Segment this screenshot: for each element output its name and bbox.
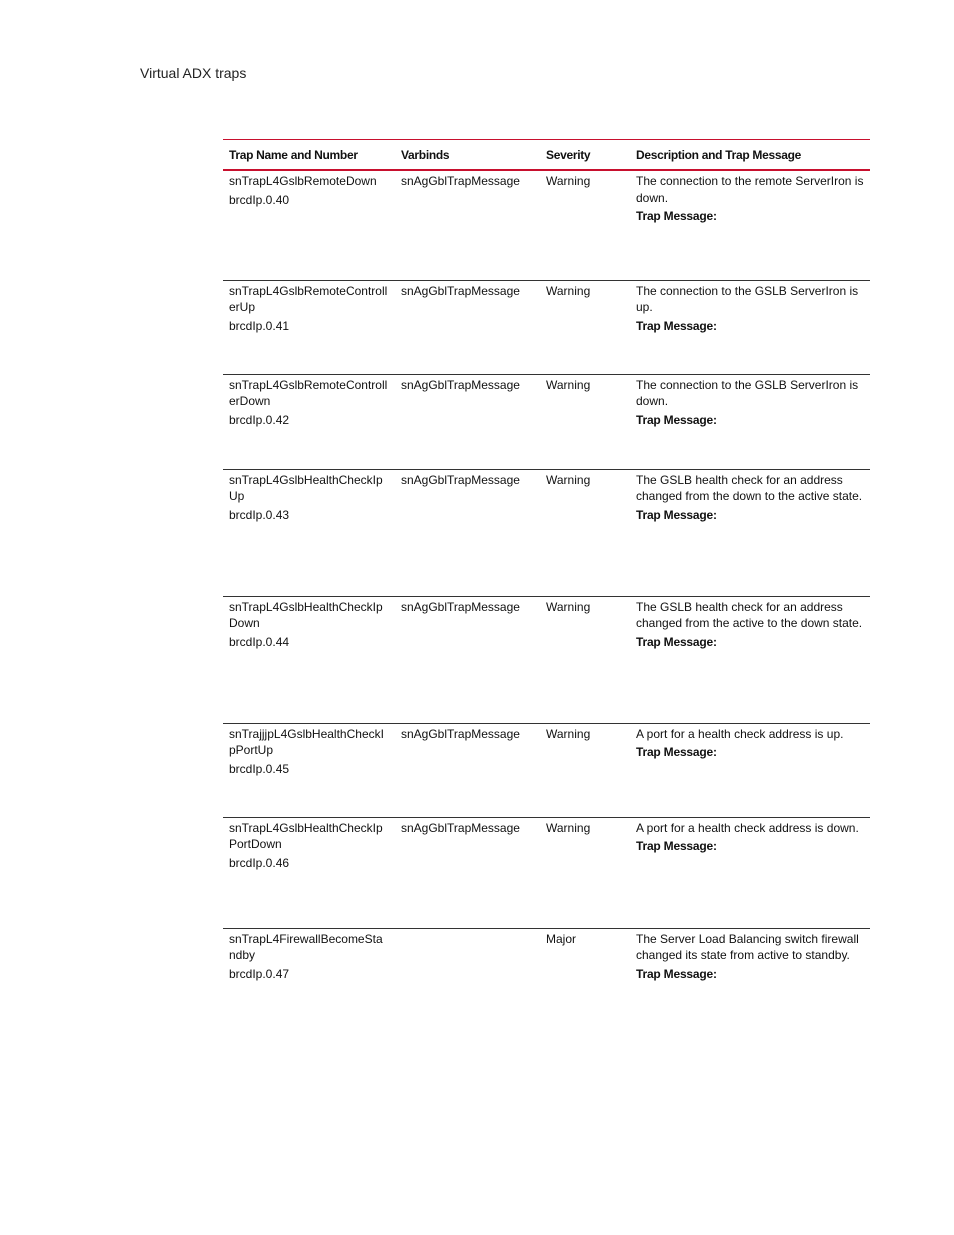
trap-number: brcdIp.0.45 [229, 761, 290, 776]
description-cell [630, 817, 870, 928]
table-row [223, 596, 870, 723]
trap-message-label: Trap Message: [636, 507, 717, 522]
description-text: The connection to the GSLB ServerIron is up. [636, 283, 859, 314]
varbinds-cell: snAgGblTrapMessage [395, 469, 540, 596]
trap-name: snTrapL4GslbHealthCheckIpPortDown [229, 820, 383, 851]
trap-message-label: Trap Message: [636, 634, 717, 649]
table-header-row [223, 140, 870, 171]
table-row [223, 280, 870, 374]
severity-cell: Warning [540, 374, 630, 469]
severity-cell: Warning [540, 469, 630, 596]
description-cell [630, 723, 870, 817]
varbinds-cell: snAgGblTrapMessage [395, 817, 540, 928]
trap-number: brcdIp.0.46 [229, 855, 290, 870]
severity-cell: Warning [540, 596, 630, 723]
varbinds-cell: snAgGblTrapMessage [395, 374, 540, 469]
description-cell [630, 374, 870, 469]
description-text: The connection to the remote ServerIron is down. [636, 174, 864, 205]
description-cell [630, 469, 870, 596]
varbinds-cell: snAgGblTrapMessage [395, 723, 540, 817]
trap-message-label: Trap Message: [636, 745, 717, 759]
trap-name: snTrapL4FirewallBecomeStandby [229, 931, 383, 962]
trap-message-label: Trap Message: [636, 966, 717, 981]
description-cell [630, 170, 870, 280]
trap-message-label: Trap Message: [636, 318, 717, 333]
varbinds-cell: snAgGblTrapMessage [395, 596, 540, 723]
trap-name: snTrapL4GslbRemoteControllerUp [229, 283, 388, 314]
trap-name-cell [223, 374, 395, 469]
trap-name-cell [223, 170, 395, 280]
trap-number: brcdIp.0.40 [229, 192, 290, 207]
trap-number: brcdIp.0.42 [229, 412, 290, 427]
trap-message-label: Trap Message: [636, 412, 717, 427]
description-cell [630, 928, 870, 1028]
description-text: The GSLB health check for an address changed from the down to the active state. [636, 472, 863, 503]
description-text: A port for a health check address is down. [636, 820, 859, 835]
trap-name-cell [223, 723, 395, 817]
trap-name: snTrajjjpL4GslbHealthCheckIpPortUp [229, 726, 384, 757]
trap-message-label: Trap Message: [636, 839, 717, 853]
table-row [223, 928, 870, 1028]
trap-name: snTrapL4GslbHealthCheckIpUp [229, 472, 383, 503]
table-row [223, 817, 870, 928]
column-header-trap-name: Trap Name and Number [223, 140, 395, 171]
trap-name-cell [223, 817, 395, 928]
trap-message-label: Trap Message: [636, 209, 717, 223]
column-header-severity: Severity [540, 140, 630, 171]
trap-number: brcdIp.0.41 [229, 318, 290, 333]
varbinds-cell: snAgGblTrapMessage [395, 280, 540, 374]
description-text: The GSLB health check for an address changed from the active to the down state. [636, 599, 863, 630]
severity-cell: Warning [540, 280, 630, 374]
table-row [223, 469, 870, 596]
trap-number: brcdIp.0.47 [229, 966, 290, 981]
trap-table [223, 139, 870, 1028]
varbinds-cell: snAgGblTrapMessage [395, 170, 540, 280]
trap-number: brcdIp.0.43 [229, 507, 290, 522]
description-cell [630, 280, 870, 374]
trap-name: snTrapL4GslbRemoteControllerDown [229, 377, 388, 408]
column-header-varbinds: Varbinds [395, 140, 540, 171]
trap-name-cell [223, 928, 395, 1028]
trap-name-cell [223, 469, 395, 596]
description-cell [630, 596, 870, 723]
trap-name-cell [223, 596, 395, 723]
description-text: The connection to the GSLB ServerIron is down. [636, 377, 859, 408]
severity-cell: Warning [540, 170, 630, 280]
column-header-description: Description and Trap Message [630, 140, 870, 171]
varbinds-cell [395, 928, 540, 1028]
trap-name: snTrapL4GslbRemoteDown [229, 174, 377, 188]
running-header: Virtual ADX traps [140, 65, 247, 81]
table-row [223, 374, 870, 469]
description-text: A port for a health check address is up. [636, 726, 844, 741]
description-text: The Server Load Balancing switch firewall changed its state from active to standby. [636, 931, 859, 962]
trap-number: brcdIp.0.44 [229, 634, 290, 649]
table-row [223, 723, 870, 817]
table-row [223, 170, 870, 280]
trap-name-cell [223, 280, 395, 374]
trap-name: snTrapL4GslbHealthCheckIpDown [229, 599, 383, 630]
severity-cell: Major [546, 931, 577, 946]
severity-cell: Warning [540, 817, 630, 928]
severity-cell: Warning [540, 723, 630, 817]
